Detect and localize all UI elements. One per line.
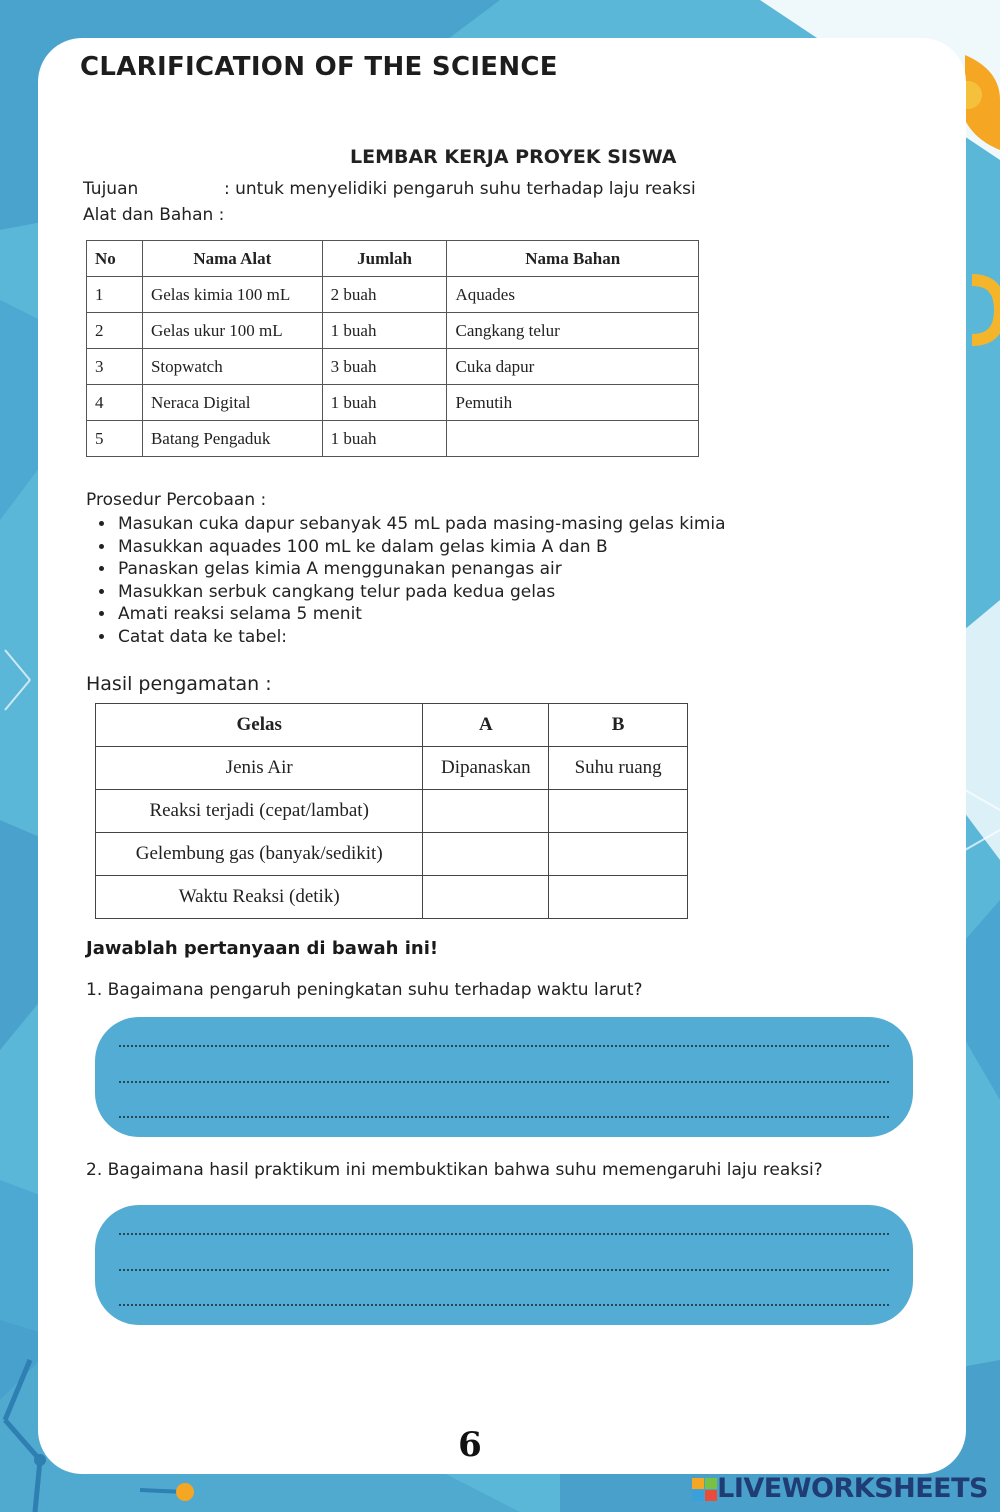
- table-cell: 1 buah: [322, 421, 447, 457]
- table-cell: Aquades: [447, 277, 699, 313]
- procedure-step: • Masukan cuka dapur sebanyak 45 mL pada masing-masing gelas kimia: [116, 513, 726, 536]
- answer-cell-b[interactable]: [549, 790, 688, 833]
- table-cell: Pemutih: [447, 385, 699, 421]
- table-cell: Gelas ukur 100 mL: [142, 313, 322, 349]
- answer-cell-a[interactable]: [423, 833, 549, 876]
- table-row: [87, 277, 699, 313]
- table-cell: Suhu ruang: [549, 747, 688, 790]
- table-cell: Jenis Air: [96, 747, 423, 790]
- table-cell: [447, 421, 699, 457]
- table-row: [96, 833, 688, 876]
- table-cell: Cangkang telur: [447, 313, 699, 349]
- tujuan-value: : untuk menyelidiki pengaruh suhu terhadap laju reaksi: [224, 179, 696, 199]
- table-cell: Dipanaskan: [423, 747, 549, 790]
- table-cell: Stopwatch: [142, 349, 322, 385]
- table-header: Nama Bahan: [447, 241, 699, 277]
- table-row: [87, 385, 699, 421]
- table-cell: Reaksi terjadi (cepat/lambat): [96, 790, 423, 833]
- table-cell: Batang Pengaduk: [142, 421, 322, 457]
- page-number: 6: [458, 1425, 482, 1465]
- answer-line: [119, 1114, 889, 1118]
- table-cell: Waktu Reaksi (detik): [96, 876, 423, 919]
- table-cell: 2: [87, 313, 143, 349]
- answer-cell-a[interactable]: [423, 876, 549, 919]
- table-cell: 1: [87, 277, 143, 313]
- alat-bahan-label: Alat dan Bahan :: [83, 205, 225, 225]
- table-header: No: [87, 241, 143, 277]
- results-table: [95, 703, 688, 919]
- table-cell: Gelembung gas (banyak/sedikit): [96, 833, 423, 876]
- table-cell: 1 buah: [322, 385, 447, 421]
- answer-line: [119, 1079, 889, 1083]
- table-header: Gelas: [96, 704, 423, 747]
- procedure-step: • Masukkan aquades 100 mL ke dalam gelas kimia A dan B: [116, 536, 726, 559]
- procedure-list: [92, 513, 726, 649]
- liveworksheets-logo-icon: [692, 1478, 718, 1502]
- results-label: Hasil pengamatan :: [86, 673, 272, 695]
- table-row: [87, 313, 699, 349]
- table-cell: 3: [87, 349, 143, 385]
- table-row: [96, 876, 688, 919]
- table-row: [87, 421, 699, 457]
- tujuan-label: Tujuan: [83, 179, 139, 199]
- table-header-row: [87, 241, 699, 277]
- table-cell: 3 buah: [322, 349, 447, 385]
- procedure-step: • Panaskan gelas kimia A menggunakan penangas air: [116, 558, 726, 581]
- procedure-step: • Amati reaksi selama 5 menit: [116, 603, 726, 626]
- table-row: [96, 790, 688, 833]
- procedure-label: Prosedur Percobaan :: [86, 490, 267, 510]
- table-header-row: [96, 704, 688, 747]
- table-header: B: [549, 704, 688, 747]
- table-cell: Cuka dapur: [447, 349, 699, 385]
- answer-line: [119, 1302, 889, 1306]
- answer-box-1[interactable]: [95, 1017, 913, 1137]
- table-row: [96, 747, 688, 790]
- table-cell: 1 buah: [322, 313, 447, 349]
- answer-line: [119, 1231, 889, 1235]
- page-title: CLARIFICATION OF THE SCIENCE: [80, 52, 558, 82]
- answer-cell-a[interactable]: [423, 790, 549, 833]
- table-cell: Neraca Digital: [142, 385, 322, 421]
- table-cell: 4: [87, 385, 143, 421]
- answer-box-2[interactable]: [95, 1205, 913, 1325]
- answer-line: [119, 1267, 889, 1271]
- questions-heading: Jawablah pertanyaan di bawah ini!: [86, 938, 439, 959]
- worksheet-subtitle: LEMBAR KERJA PROYEK SISWA: [350, 146, 677, 168]
- table-header: A: [423, 704, 549, 747]
- table-header: Jumlah: [322, 241, 447, 277]
- table-cell: 2 buah: [322, 277, 447, 313]
- question-1: 1. Bagaimana pengaruh peningkatan suhu terhadap waktu larut?: [86, 980, 643, 1000]
- answer-cell-b[interactable]: [549, 833, 688, 876]
- answer-line: [119, 1043, 889, 1047]
- table-cell: 5: [87, 421, 143, 457]
- procedure-step: • Masukkan serbuk cangkang telur pada kedua gelas: [116, 581, 726, 604]
- table-cell: Gelas kimia 100 mL: [142, 277, 322, 313]
- table-row: [87, 349, 699, 385]
- answer-cell-b[interactable]: [549, 876, 688, 919]
- question-2: 2. Bagaimana hasil praktikum ini membuktikan bahwa suhu memengaruhi laju reaksi?: [86, 1160, 823, 1180]
- procedure-step: • Catat data ke tabel:: [116, 626, 726, 649]
- table-header: Nama Alat: [142, 241, 322, 277]
- brand-wordmark[interactable]: LIVEWORKSHEETS: [717, 1473, 988, 1504]
- tools-table: [86, 240, 699, 457]
